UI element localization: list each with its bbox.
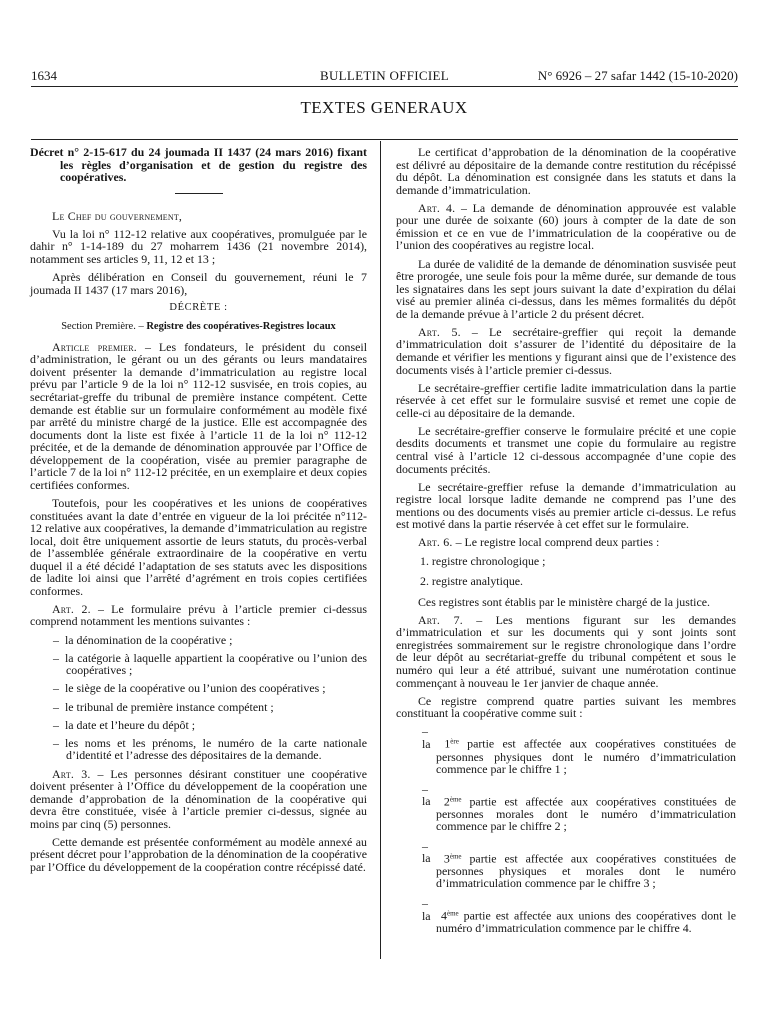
article-4-label: Art. 4. [418, 200, 456, 215]
article-7 [396, 614, 736, 689]
deliberation-paragraph: Après délibération en Conseil du gouvernement, réuni le 7 joumada II 1437 (17 mars 2016), [30, 270, 367, 297]
article-1-text: – Les fondateurs, le président du conseil d’administration, le gérant ou un des gérants ou leurs mandataires doivent présenter la demande d’immatriculation au registre local prévu par l’article 9 de la loi n° 112-12 susvisée, en trois copies, au secrétariat-greffe du tribunal de première instance compétent. Cette demande est établie sur un formulaire conformément au modèle fixé par arrêté du ministre chargé de la justice. Elle est accompagnée des documents dont la liste est fixée à l’article 11 de la loi n° 112-12 précitée, et de la demande de dénomination approuvée par l’Office de développement de la coopération, visée au premier paragraphe de l’article 7 de la loi n° 112-12 précitée, en un exemplaire et deux copies certifiées conformes. [30, 339, 367, 492]
article-2-text: – Le formulaire prévu à l’article premier ci-dessus comprend notamment les mentions suivantes : [30, 601, 367, 629]
decree-title-lead: Décret n° 2-15-617 du 24 joumada II 1437 (24 mars 2016) [30, 145, 334, 159]
article-2-item: – les noms et les prénoms, le numéro de la carte nationale d’identité et l’adresse des dépositaires de la demande. [53, 735, 367, 763]
section-name: Registre des coopératives-Registres locaux [146, 321, 336, 333]
article-6-paragraph-2: Ces registres sont établis par le ministère chargé de la justice. [418, 594, 710, 609]
article-4-text: – La demande de dénomination approuvée est valable pour une durée de soixante (60) jours à compter de la date de son émission et ce en vue de l’immatriculation de la coopérative ou de l’union des coopératives au registre local. [396, 200, 737, 253]
article-7-text: – Les mentions figurant sur les demandes d’immatriculation et sur les documents qui y sont joints sont enregistrées sommairement sur le registre chronologique dans l’ordre de leur dépôt au secrétariat-greffe du tribunal compétent et sous le numéro qui leur a été attribué, suivant une numérotation continue commençant à nouveau le 1er janvier de chaque année. [396, 612, 736, 690]
publication-name: BULLETIN OFFICIEL [320, 68, 449, 83]
article-3-paragraph-2: Cette demande est présentée conformément au modèle annexé au présent décret pour l’approbation de la dénomination de la coopérative par l’Office du développement de la coopération contre récépissé daté. [30, 834, 367, 874]
left-column [30, 146, 367, 879]
article-3 [30, 768, 367, 831]
article-6-item: 1. registre chronologique ; [420, 553, 546, 568]
article-5-paragraph-3: Le secrétaire-greffier conserve le formulaire précité et une copie desdits documents et transmet une copie du formulaire au registre central visé à l’article 12 ci-dessous accompagnée d’une copie des documents précités. [396, 423, 736, 476]
article-6-label: Art. 6. [418, 535, 453, 550]
article-2-label: Art. 2. [52, 601, 91, 616]
decrete-heading: DÉCRÈTE : [169, 301, 228, 313]
article-2-item: – la date et l’heure du dépôt ; [53, 717, 196, 732]
register-part: – la 2ème partie est affectée aux coopératives constituées de personnes morales dont le numéro d’immatriculation commence par le chiffre 2 ; [422, 781, 736, 834]
register-part: – la 3ème partie est affectée aux coopératives constituées de personnes physiques et morales dont le numéro d’immatriculation commence par le chiffre 3 ; [422, 838, 736, 891]
certificate-paragraph: Le certificat d’approbation de la dénomination de la coopérative est délivré au dépositaire de la demande contre restitution du récépissé du dépôt. La dénomination est consignée dans les statuts et dans la demande d’immatriculation. [396, 145, 736, 197]
article-2-item: – le tribunal de première instance compétent ; [53, 699, 274, 714]
article-6-text: – Le registre local comprend deux parties : [452, 535, 660, 550]
article-7-paragraph-2: Ce registre comprend quatre parties suivant les membres constituant la coopérative comme suit : [396, 693, 736, 721]
article-4 [396, 202, 736, 252]
decree-title [30, 146, 367, 184]
page-number: 1634 [31, 68, 57, 83]
column-divider [380, 141, 381, 959]
article-6 [396, 536, 736, 549]
article-5-label: Art. 5. [418, 324, 461, 339]
article-7-label: Art. 7. [418, 612, 463, 627]
article-2-item: – la catégorie à laquelle appartient la coopérative ou l’union des coopératives ; [53, 650, 367, 678]
chef-du-gouvernement: Le Chef du gouvernement, [52, 208, 183, 223]
issue-reference: N° 6926 – 27 safar 1442 (15-10-2020) [537, 68, 738, 83]
article-3-text: – Les personnes désirant constituer une coopérative doivent présenter à l’Office du développement de la coopération une demande d’approbation de la dénomination de la coopérative qui devra être constituée, visée à l’article premier ci-dessus, signée au moins par cinq (5) personnes. [30, 766, 368, 831]
register-part: – la 4ème partie est affectée aux unions des coopératives dont le numéro d’immatriculation commence par le chiffre 4. [422, 895, 736, 936]
header-divider [31, 86, 738, 87]
article-5 [396, 326, 736, 376]
article-3-label: Art. 3. [52, 766, 91, 781]
article-2-item: – la dénomination de la coopérative ; [53, 632, 233, 647]
article-2 [30, 603, 367, 628]
article-2-item: – le siège de la coopérative ou l’union des coopératives ; [53, 681, 326, 696]
section-heading [30, 321, 367, 334]
register-part: – la 1ère partie est affectée aux coopératives constituées de personnes physiques dont le numéro d’immatriculation commence par le chiffre 1 ; [422, 724, 736, 777]
article-5-text: – Le secrétaire-greffier qui reçoit la demande d’immatriculation doit s’assurer de l’identité du dépositaire de la demande et vérifier les mentions y figurant ainsi que de l’existence des documents visés à l’article premier ci-dessus. [396, 324, 736, 377]
right-column [396, 146, 736, 942]
article-6-item: 2. registre analytique. [420, 574, 524, 589]
article-4-paragraph-2: La durée de validité de la demande de dénomination susvisée peut être prorogée, une seule fois pour la même durée, sur demande de tous les signataires dans les sept jours suivant la date d’expiration du délai visé au premier alinéa ci-dessus, dans les mêmes formalités du dépôt de la demande prévue à l’article 2 du présent décret. [396, 256, 736, 321]
article-1-label: Article premier. [52, 339, 137, 354]
section-label: Section Première. – [61, 321, 144, 333]
article-5-paragraph-4: Le secrétaire-greffier refuse la demande d’immatriculation au registre local lorsque ladite demande ne comprend pas l’une des mentions ou des documents visés au premier article ci-dessus. Le refus est motivé dans la partie réservée à cet effet sur le formulaire. [396, 479, 736, 532]
article-1 [30, 341, 367, 492]
title-rule [175, 193, 223, 194]
article-1-paragraph-2: Toutefois, pour les coopératives et les unions de coopératives constituées avant la date d’entrée en vigueur de la loi précitée n°112-12 relative aux coopératives, la demande d’immatriculation au registre local, doit être uniquement assortie de leurs statuts, du procès-verbal de l’assemblée générale extraordinaire de la coopérative en vertu duquel il a été décidé l’adaptation de ses statuts avec les dispositions de ladite loi ainsi que l’arrêté d’agrément en trois copies certifiées conformes. [30, 495, 367, 598]
running-head [31, 68, 738, 84]
section-divider [31, 139, 738, 140]
decree-title-rest: fixant les règles d’organisation et de gestion du registre des coopératives. [60, 145, 367, 185]
section-title: TEXTES GENERAUX [300, 98, 468, 117]
article-5-paragraph-2: Le secrétaire-greffier certifie ladite immatriculation dans la partie réservée à cet effet sur le formulaire susvisé et remet une copie de celle-ci au dépositaire de la demande. [396, 380, 736, 420]
visa-paragraph: Vu la loi n° 112-12 relative aux coopératives, promulguée par le dahir n° 1-14-189 du 27 moharrem 1436 (21 novembre 2014), notamment ses articles 9, 11, 12 et 13 ; [30, 226, 367, 266]
